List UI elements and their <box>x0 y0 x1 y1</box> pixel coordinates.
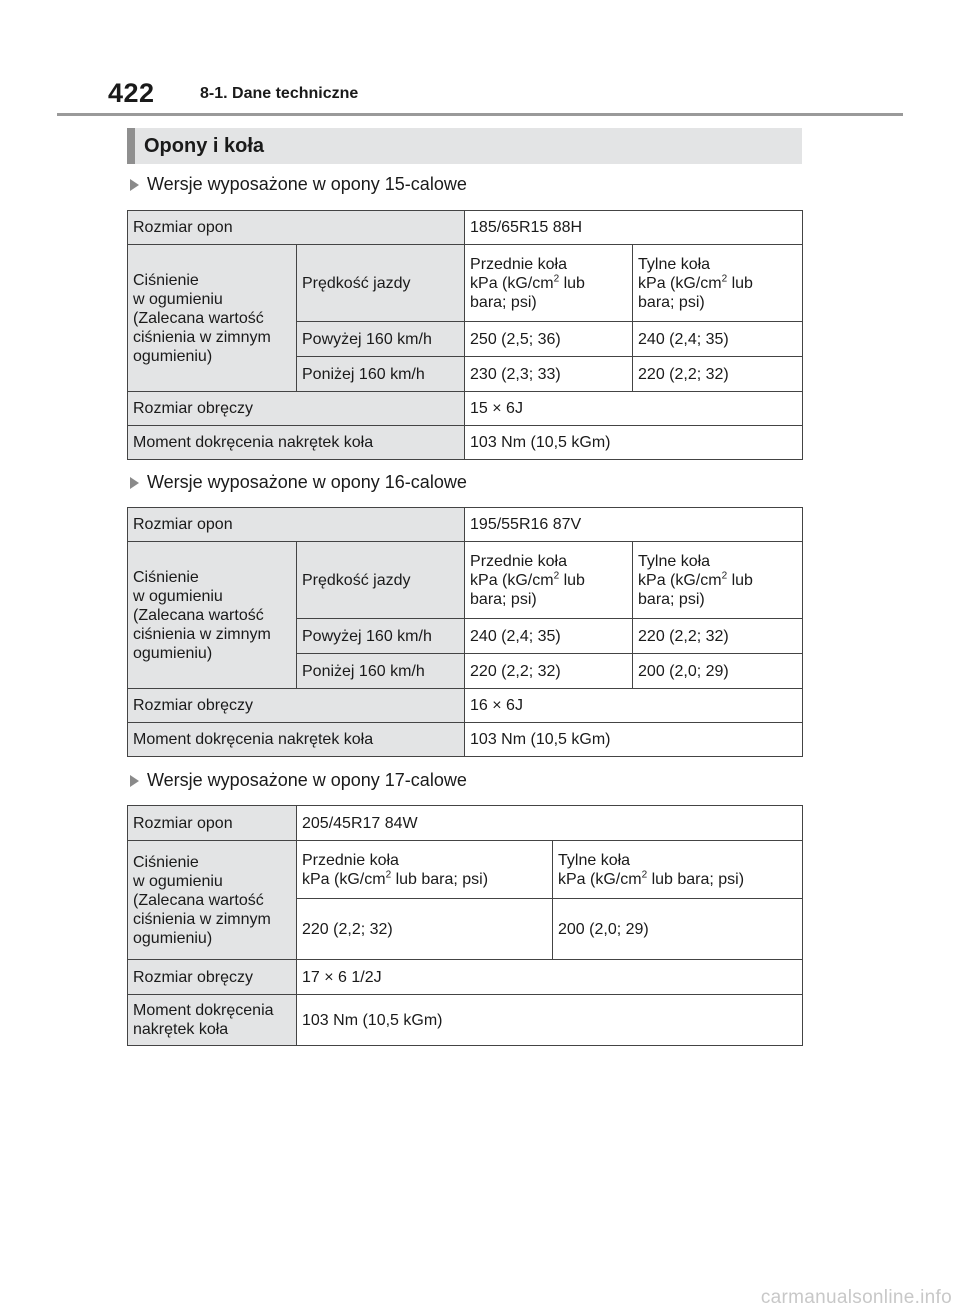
torque-label: Moment dokręcenia nakrętek koła <box>128 723 465 757</box>
pressure-label: Ciśnienie w ogumieniu (Zalecana wartość ciśnienia w zimnym ogumieniu) <box>128 841 297 960</box>
rear-pressure-above: 240 (2,4; 35) <box>633 322 803 357</box>
subsection-heading-16 <box>130 472 467 493</box>
front-pressure-below: 220 (2,2; 32) <box>465 654 633 689</box>
subsection-heading-15 <box>130 174 467 195</box>
table-row <box>128 426 803 460</box>
table-row <box>128 245 803 322</box>
front-pressure: 220 (2,2; 32) <box>297 899 553 960</box>
table-row <box>128 960 803 995</box>
tire-table-16 <box>127 507 803 757</box>
table-row <box>128 542 803 619</box>
header-divider <box>57 113 903 116</box>
front-pressure-above: 240 (2,4; 35) <box>465 619 633 654</box>
table-row <box>128 211 803 245</box>
tire-size-label: Rozmiar opon <box>128 508 465 542</box>
rear-header: Tylne koła kPa ($kG/cm^2$ lub bara; psi) <box>553 841 803 899</box>
subsection-heading-17 <box>130 770 467 791</box>
rear-pressure-below: 200 (2,0; 29) <box>633 654 803 689</box>
torque-value: 103 Nm (10,5 kGm) <box>465 426 803 460</box>
watermark: carmanualsonline.info <box>760 1287 952 1308</box>
tire-size-label: Rozmiar opon <box>128 211 465 245</box>
chapter-title: 8-1. Dane techniczne <box>200 85 359 102</box>
tire-size-value: 205/45R17 84W <box>297 806 803 841</box>
rear-pressure-below: 220 (2,2; 32) <box>633 357 803 392</box>
table-row <box>128 689 803 723</box>
front-pressure-above: 250 (2,5; 36) <box>465 322 633 357</box>
triangle-bullet-icon <box>130 179 139 191</box>
rim-label: Rozmiar obręczy <box>128 689 465 723</box>
torque-label: Moment dokręcenia nakrętek koła <box>128 426 465 460</box>
table-row <box>128 508 803 542</box>
tire-size-value: 195/55R16 87V <box>465 508 803 542</box>
tire-size-value: 185/65R15 88H <box>465 211 803 245</box>
tire-size-label: Rozmiar opon <box>128 806 297 841</box>
rear-header: Tylne koła kPa ($kG/cm^2$ lub bara; psi) <box>633 542 803 619</box>
subsection-heading-text: Wersje wyposażone w opony 16-calowe <box>147 472 467 492</box>
table-row <box>128 392 803 426</box>
pressure-label: Ciśnienie w ogumieniu (Zalecana wartość ciśnienia w zimnym ogumieniu) <box>128 245 297 392</box>
table-row <box>128 723 803 757</box>
subsection-heading-text: Wersje wyposażone w opony 15-calowe <box>147 174 467 194</box>
speed-label: Prędkość jazdy <box>297 245 465 322</box>
tire-table-17 <box>127 805 803 1046</box>
rear-header: Tylne koła kPa ($kG/cm^2$ lub bara; psi) <box>633 245 803 322</box>
rear-pressure: 200 (2,0; 29) <box>553 899 803 960</box>
rim-value: 15 × 6J <box>465 392 803 426</box>
torque-value: 103 Nm (10,5 kGm) <box>465 723 803 757</box>
subsection-heading-text: Wersje wyposażone w opony 17-calowe <box>147 770 467 790</box>
table-row <box>128 806 803 841</box>
rim-label: Rozmiar obręczy <box>128 392 465 426</box>
front-header: Przednie koła kPa ($kG/cm^2$ lub bara; psi) <box>297 841 553 899</box>
section-title <box>127 128 802 164</box>
front-header: Przednie koła kPa ($kG/cm^2$ lub bara; psi) <box>465 542 633 619</box>
speed-below-label: Poniżej 160 km/h <box>297 357 465 392</box>
rim-value: 16 × 6J <box>465 689 803 723</box>
front-pressure-below: 230 (2,3; 33) <box>465 357 633 392</box>
pressure-label: Ciśnienie w ogumieniu (Zalecana wartość ciśnienia w zimnym ogumieniu) <box>128 542 297 689</box>
front-header: Przednie koła kPa ($kG/cm^2$ lub bara; psi) <box>465 245 633 322</box>
speed-below-label: Poniżej 160 km/h <box>297 654 465 689</box>
speed-above-label: Powyżej 160 km/h <box>297 322 465 357</box>
triangle-bullet-icon <box>130 477 139 489</box>
page-number: 422 <box>108 78 155 108</box>
table-row <box>128 841 803 899</box>
rim-value: 17 × 6 1/2J <box>297 960 803 995</box>
torque-label: Moment dokręcenia nakrętek koła <box>128 995 297 1046</box>
rear-pressure-above: 220 (2,2; 32) <box>633 619 803 654</box>
torque-value: 103 Nm (10,5 kGm) <box>297 995 803 1046</box>
table-row <box>128 995 803 1046</box>
rim-label: Rozmiar obręczy <box>128 960 297 995</box>
triangle-bullet-icon <box>130 775 139 787</box>
tire-table-15 <box>127 210 803 460</box>
section-title-text: Opony i koła <box>144 135 265 157</box>
speed-label: Prędkość jazdy <box>297 542 465 619</box>
speed-above-label: Powyżej 160 km/h <box>297 619 465 654</box>
